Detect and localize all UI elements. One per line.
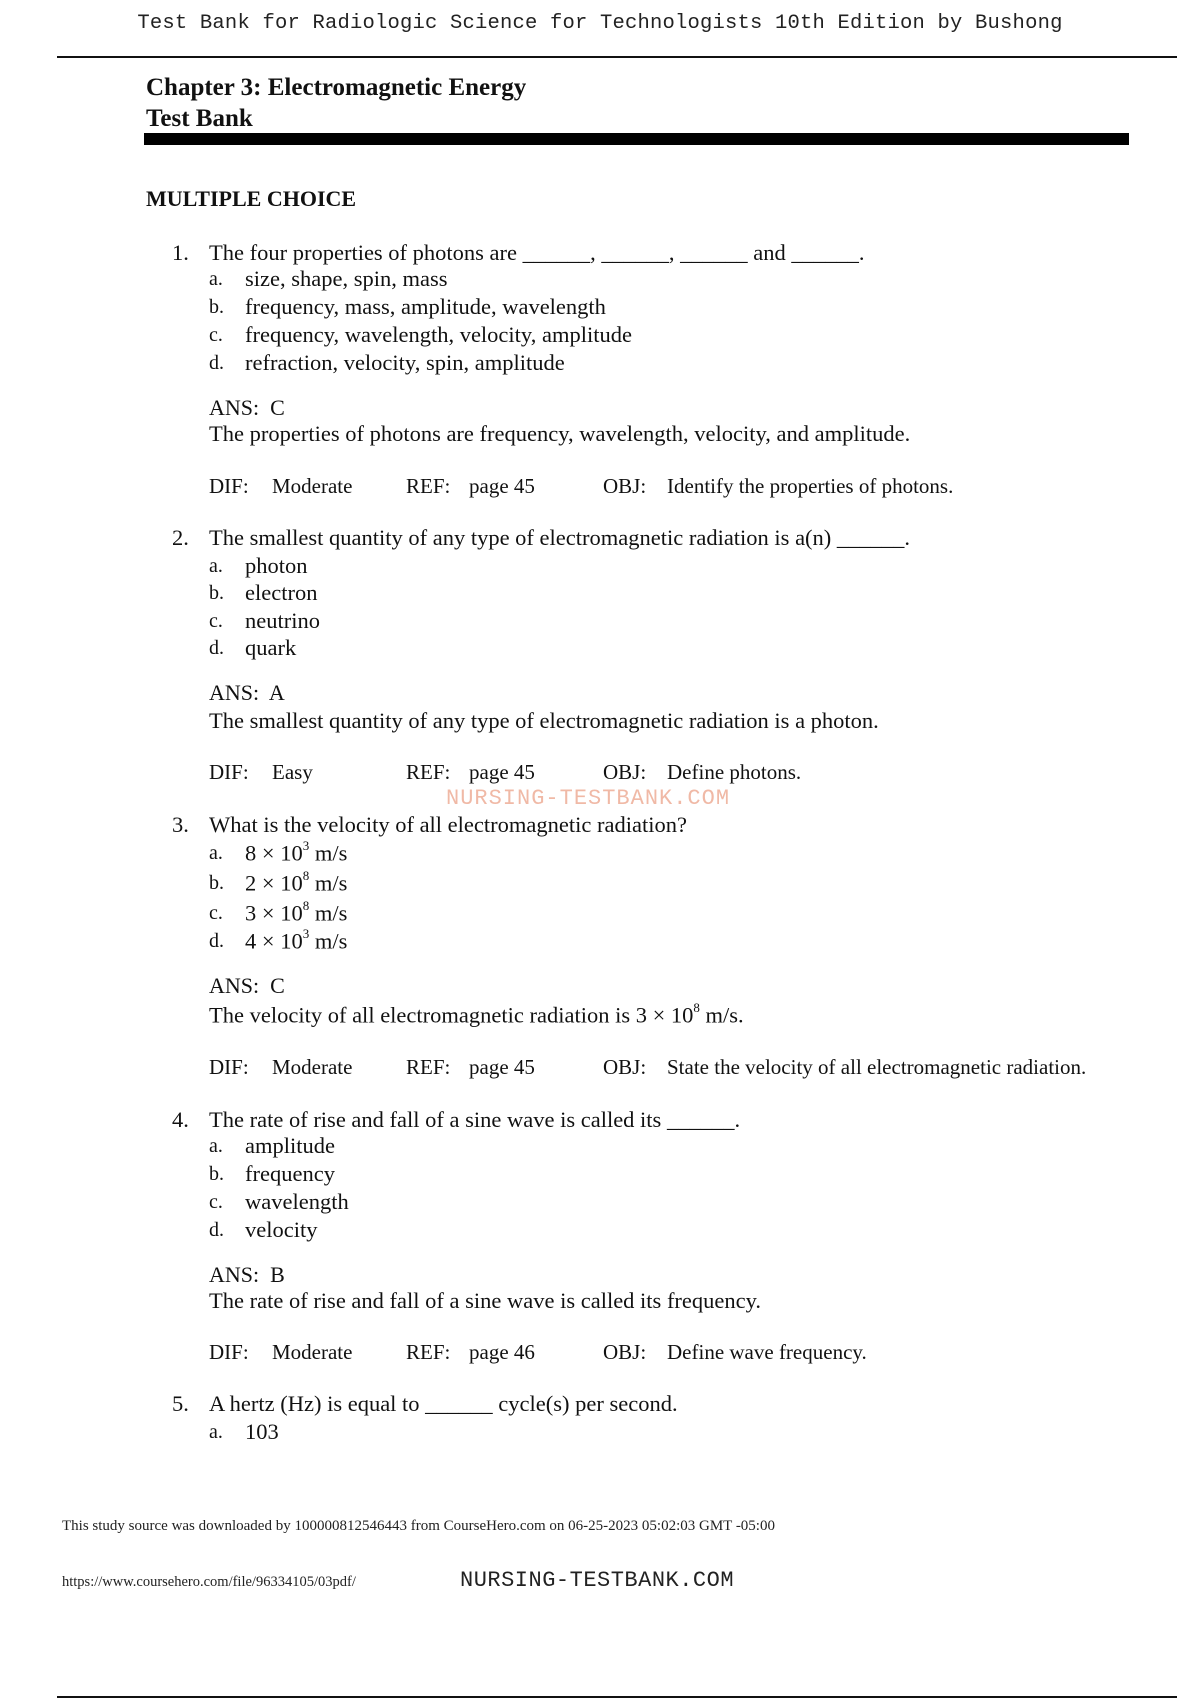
question-number: 4. (172, 1107, 189, 1132)
option-mantissa: 8 (245, 840, 257, 866)
option-letter: a. (209, 1135, 223, 1157)
power-base: 10 (280, 928, 303, 954)
answer-line (209, 395, 285, 421)
option-text: velocity (245, 1217, 318, 1242)
option-letter: a. (209, 555, 223, 577)
option-text: frequency (245, 1161, 335, 1186)
option-text (245, 870, 347, 897)
answer-explanation (209, 1002, 744, 1029)
option-exponent: 8 (302, 868, 310, 883)
question-text: What is the velocity of all electromagnetic radiation? (209, 812, 687, 837)
option-letter: b. (209, 582, 224, 604)
explanation-exponent: 8 (693, 1000, 700, 1015)
option-letter: c. (209, 610, 223, 632)
option-text: quark (245, 635, 297, 660)
answer-value: C (270, 395, 285, 420)
dif-label: DIF: (209, 1340, 249, 1364)
option-text: refraction, velocity, spin, amplitude (245, 350, 565, 375)
chapter-subtitle: Test Bank (146, 105, 253, 132)
question-text: The smallest quantity of any type of electromagnetic radiation is a(n) ______. (209, 525, 911, 550)
source-link[interactable]: https://www.coursehero.com/file/96334105/03pdf/ (62, 1574, 356, 1590)
option-letter: d. (209, 637, 224, 659)
answer-line (209, 973, 285, 999)
question-number: 5. (172, 1391, 189, 1416)
answer-value: B (270, 1262, 285, 1287)
explanation-suffix: m/s. (699, 1002, 744, 1028)
times-symbol: × (261, 900, 275, 926)
answer-label: ANS: (209, 395, 260, 420)
question-text: The four properties of photons are ______, ______, ______ and ______. (209, 240, 865, 265)
dif-value: Moderate (272, 1055, 353, 1079)
option-letter: c. (209, 1191, 223, 1213)
section-heading: MULTIPLE CHOICE (146, 186, 357, 211)
option-unit: m/s (314, 900, 348, 926)
option-letter: d. (209, 930, 224, 952)
option-text (245, 900, 347, 927)
watermark: NURSING-TESTBANK.COM (446, 786, 731, 811)
dif-value: Moderate (272, 1340, 353, 1364)
option-letter: a. (209, 268, 223, 290)
option-letter: b. (209, 1163, 224, 1185)
answer-value: C (270, 973, 285, 998)
obj-label: OBJ: (603, 760, 647, 784)
option-text (245, 840, 347, 867)
power-base: 10 (280, 870, 303, 896)
option-exponent: 3 (302, 926, 310, 941)
answer-line (209, 680, 285, 706)
option-text: frequency, mass, amplitude, wavelength (245, 294, 606, 319)
dif-label: DIF: (209, 1055, 249, 1079)
option-text: amplitude (245, 1133, 335, 1158)
footer-watermark: NURSING-TESTBANK.COM (460, 1568, 735, 1593)
footer-divider (57, 1696, 1177, 1698)
option-letter: d. (209, 352, 224, 374)
option-unit: m/s (314, 870, 348, 896)
ref-value: page 46 (469, 1340, 535, 1364)
question-text: The rate of rise and fall of a sine wave is called its ______. (209, 1107, 741, 1132)
dif-label: DIF: (209, 760, 249, 784)
option-letter: c. (209, 902, 223, 924)
question-number: 1. (172, 240, 189, 265)
option-mantissa: 4 (245, 928, 257, 954)
download-note: This study source was downloaded by 100000812546443 from CourseHero.com on 06-25-2023 05:02:03 GMT -05:00 (62, 1518, 775, 1534)
obj-value: Define photons. (667, 760, 802, 784)
answer-line (209, 1262, 285, 1288)
option-letter: b. (209, 296, 224, 318)
times-symbol: × (261, 840, 275, 866)
dif-value: Moderate (272, 474, 353, 498)
times-symbol: × (261, 928, 275, 954)
option-letter: a. (209, 1421, 223, 1443)
times-symbol: × (261, 870, 275, 896)
answer-label: ANS: (209, 680, 260, 705)
option-text (245, 928, 347, 955)
obj-label: OBJ: (603, 1055, 647, 1079)
option-text: size, shape, spin, mass (245, 266, 448, 291)
option-letter: a. (209, 842, 223, 864)
option-letter: d. (209, 1219, 224, 1241)
answer-explanation: The smallest quantity of any type of electromagnetic radiation is a photon. (209, 708, 879, 733)
option-text: electron (245, 580, 318, 605)
obj-value: State the velocity of all electromagnetic radiation. (667, 1055, 1087, 1079)
dif-label: DIF: (209, 474, 249, 498)
option-exponent: 8 (302, 898, 310, 913)
explanation-prefix: The velocity of all electromagnetic radiation is 3 × 10 (209, 1002, 694, 1028)
running-header: Test Bank for Radiologic Science for Technologists 10th Edition by Bushong (137, 12, 1063, 35)
option-text: 103 (245, 1419, 279, 1444)
option-unit: m/s (314, 928, 348, 954)
question-number: 3. (172, 812, 189, 837)
answer-label: ANS: (209, 973, 260, 998)
question-text: A hertz (Hz) is equal to ______ cycle(s) per second. (209, 1391, 678, 1416)
title-divider-bar (144, 133, 1129, 145)
ref-value: page 45 (469, 760, 535, 784)
chapter-title: Chapter 3: Electromagnetic Energy (146, 74, 527, 101)
option-mantissa: 3 (245, 900, 257, 926)
obj-value: Identify the properties of photons. (667, 474, 954, 498)
header-divider (57, 56, 1177, 58)
answer-value: A (268, 680, 285, 705)
ref-label: REF: (406, 760, 451, 784)
option-mantissa: 2 (245, 870, 257, 896)
answer-explanation: The rate of rise and fall of a sine wave is called its frequency. (209, 1288, 762, 1313)
obj-value: Define wave frequency. (667, 1340, 867, 1364)
ref-label: REF: (406, 1340, 451, 1364)
question-number: 2. (172, 525, 189, 550)
ref-value: page 45 (469, 1055, 535, 1079)
obj-label: OBJ: (603, 1340, 647, 1364)
option-text: neutrino (245, 608, 320, 633)
option-letter: b. (209, 872, 224, 894)
answer-explanation: The properties of photons are frequency, wavelength, velocity, and amplitude. (209, 421, 911, 446)
dif-value: Easy (272, 760, 313, 784)
power-base: 10 (280, 840, 303, 866)
ref-value: page 45 (469, 474, 535, 498)
option-text: wavelength (245, 1189, 349, 1214)
power-base: 10 (280, 900, 303, 926)
option-text: photon (245, 553, 308, 578)
option-letter: c. (209, 324, 223, 346)
ref-label: REF: (406, 474, 451, 498)
option-text: frequency, wavelength, velocity, amplitude (245, 322, 632, 347)
obj-label: OBJ: (603, 474, 647, 498)
answer-label: ANS: (209, 1262, 260, 1287)
ref-label: REF: (406, 1055, 451, 1079)
option-exponent: 3 (302, 838, 310, 853)
option-unit: m/s (314, 840, 348, 866)
